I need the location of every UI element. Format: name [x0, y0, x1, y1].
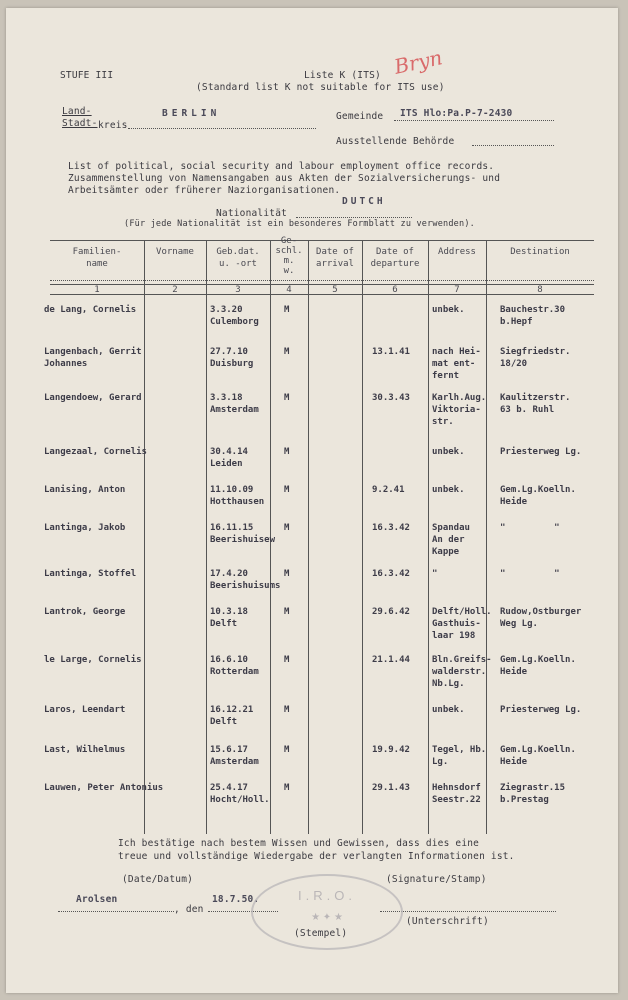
cell-sex: M [284, 447, 290, 457]
cell-departure: 16.3.42 [372, 569, 410, 579]
cell-destination: Siegfriedstr. 18/20 [500, 347, 571, 369]
cell-name: Langenbach, Gerrit Johannes [44, 347, 142, 369]
cell-sex: M [284, 485, 290, 495]
nationality-value: DUTCH [342, 196, 386, 207]
cell-address: unbek. [432, 705, 465, 715]
gemeinde-leader [394, 120, 554, 121]
intro-line-3: Arbeitsämter oder früherer Naziorganisationen. [68, 185, 341, 196]
cell-birth: 30.4.14 Leiden [210, 447, 248, 469]
cell-departure: 29.6.42 [372, 607, 410, 617]
cell-destination: Gem.Lg.Koelln. Heide [500, 485, 576, 507]
place-value: Arolsen [76, 894, 118, 905]
column-header-address: Address [438, 247, 476, 257]
cell-destination: Gem.Lg.Koelln. Heide [500, 745, 576, 767]
cell-address: Delft/Holl. Gasthuis- laar 198 [432, 607, 492, 641]
cell-departure: 30.3.43 [372, 393, 410, 403]
cell-departure: 9.2.41 [372, 485, 405, 495]
land-stadt-label: Land- Stadt- [62, 106, 98, 129]
cell-address: Karlh.Aug. Viktoria- str. [432, 393, 487, 427]
cell-sex: M [284, 305, 290, 315]
column-divider [206, 240, 207, 834]
column-header-vorname: Vorname [156, 247, 194, 257]
nationality-label: Nationalität [216, 208, 288, 219]
gemeinde-label: Gemeinde [336, 111, 384, 122]
column-number: 2 [172, 285, 178, 295]
nationality-leader [296, 217, 412, 218]
cell-destination: Ziegrastr.15 b.Prestag [500, 783, 566, 805]
confirmation-line-1: Ich bestätige nach bestem Wissen und Gewissen, dass dies eine [118, 838, 480, 849]
column-divider [144, 240, 145, 834]
date-value: 18.7.50. [212, 894, 260, 905]
cell-name: Lantinga, Stoffel [44, 569, 137, 579]
cell-address: unbek. [432, 485, 465, 495]
column-header-geburt: Geb.dat. u. -ort [216, 247, 260, 269]
cell-name: Lantinga, Jakob [44, 523, 126, 533]
kreis-label: kreis [98, 120, 128, 131]
liste-subtitle: (Standard list K not suitable for ITS use) [196, 82, 445, 93]
column-divider [428, 240, 429, 834]
cell-destination: Priesterweg Lg. [500, 447, 582, 457]
cell-address: Spandau An der Kappe [432, 523, 470, 557]
nationality-note: (Für jede Nationalität ist ein besonderes Formblatt zu verwenden). [124, 219, 475, 229]
cell-destination: Kaulitzerstr. 63 b. Ruhl [500, 393, 571, 415]
cell-sex: M [284, 745, 290, 755]
cell-birth: 16.6.10 Rotterdam [210, 655, 259, 677]
unterschrift-label: (Unterschrift) [406, 916, 489, 927]
stamp-star-icon: ★ ✦ ★ [311, 912, 343, 923]
cell-sex: M [284, 607, 290, 617]
column-number: 7 [454, 285, 460, 295]
cell-name: Langezaal, Cornelis [44, 447, 147, 457]
column-header-arrival: Date of arrival [316, 247, 354, 269]
confirmation-line-2: treue und vollständige Wiedergabe der verlangten Informationen ist. [118, 851, 515, 862]
cell-birth: 25.4.17 Hocht/Holl. [210, 783, 270, 805]
stufe-label: STUFE III [60, 70, 114, 81]
cell-departure: 19.9.42 [372, 745, 410, 755]
column-number: 3 [235, 285, 241, 295]
document-page [6, 8, 618, 993]
cell-destination: Bauchestr.30 b.Hepf [500, 305, 566, 327]
kreis-value: BERLIN [162, 108, 221, 119]
cell-address: unbek. [432, 447, 465, 457]
cell-birth: 16.11.15 Beerishuisew [210, 523, 276, 545]
column-header-destination: Destination [510, 247, 570, 257]
cell-sex: M [284, 655, 290, 665]
column-number: 5 [332, 285, 338, 295]
column-header-familienname: Familien- name [72, 247, 122, 269]
cell-name: de Lang, Cornelis [44, 305, 137, 315]
cell-departure: 29.1.43 [372, 783, 410, 793]
cell-sex: M [284, 783, 290, 793]
den-label: , den [174, 904, 204, 915]
cell-birth: 11.10.09 Hotthausen [210, 485, 265, 507]
cell-address: nach Hei- mat ent- fernt [432, 347, 481, 381]
cell-address: Bln.Greifs- walderstr. Nb.Lg. [432, 655, 492, 689]
cell-address: unbek. [432, 305, 465, 315]
stempel-label: (Stempel) [294, 928, 348, 939]
cell-name: Lanising, Anton [44, 485, 126, 495]
ausstellende-leader [472, 145, 554, 146]
column-number: 4 [286, 285, 292, 295]
iro-stamp-seal [251, 874, 403, 950]
column-header-geschlecht: Ge- schl. m. w. [275, 236, 303, 276]
cell-birth: 27.7.10 Duisburg [210, 347, 254, 369]
cell-name: Lauwen, Peter Antonius [44, 783, 164, 793]
cell-destination: Rudow,Ostburger Weg Lg. [500, 607, 582, 629]
cell-birth: 17.4.20 Beerishuisums [210, 569, 281, 591]
cell-sex: M [284, 393, 290, 403]
column-number: 6 [392, 285, 398, 295]
column-divider [362, 240, 363, 834]
cell-sex: M [284, 523, 290, 533]
handwritten-annotation: Bryn [392, 45, 445, 79]
cell-sex: M [284, 705, 290, 715]
cell-name: Last, Wilhelmus [44, 745, 126, 755]
cell-name: Laros, Leendart [44, 705, 126, 715]
cell-departure: 21.1.44 [372, 655, 410, 665]
cell-destination: Gem.Lg.Koelln. Heide [500, 655, 576, 677]
cell-birth: 15.6.17 Amsterdam [210, 745, 259, 767]
cell-destination: " " [500, 569, 560, 579]
cell-address: Hehnsdorf Seestr.22 [432, 783, 481, 805]
place-leader [58, 911, 174, 912]
cell-birth: 3.3.18 Amsterdam [210, 393, 259, 415]
intro-line-1: List of political, social security and labour employment office records. [68, 161, 495, 172]
cell-destination: Priesterweg Lg. [500, 705, 582, 715]
cell-name: Langendoew, Gerard [44, 393, 142, 403]
date-label: (Date/Datum) [122, 874, 194, 885]
records-table [44, 234, 594, 834]
liste-title: Liste K (ITS) [304, 70, 381, 81]
ausstellende-label: Ausstellende Behörde [336, 136, 455, 147]
column-number: 8 [537, 285, 543, 295]
cell-address: " [432, 569, 438, 579]
cell-sex: M [284, 569, 290, 579]
column-divider [308, 240, 309, 834]
cell-sex: M [284, 347, 290, 357]
signature-label: (Signature/Stamp) [386, 874, 487, 885]
cell-departure: 13.1.41 [372, 347, 410, 357]
signature-leader [380, 911, 556, 912]
kreis-leader [128, 128, 316, 129]
cell-birth: 3.3.20 Culemborg [210, 305, 259, 327]
gemeinde-value: ITS Hlo:Pa.P-7-2430 [400, 108, 513, 119]
stamp-text: I.R.O. [298, 888, 356, 903]
cell-name: le Large, Cornelis [44, 655, 142, 665]
cell-birth: 10.3.18 Delft [210, 607, 248, 629]
column-header-departure: Date of departure [370, 247, 420, 269]
cell-name: Lantrok, George [44, 607, 126, 617]
cell-destination: " " [500, 523, 560, 533]
intro-line-2: Zusammenstellung von Namensangaben aus Akten der Sozialversicherungs- und [68, 173, 501, 184]
cell-address: Tegel, Hb. Lg. [432, 745, 487, 767]
column-number: 1 [94, 285, 100, 295]
cell-birth: 16.12.21 Delft [210, 705, 254, 727]
cell-departure: 16.3.42 [372, 523, 410, 533]
table-top-rule [50, 240, 594, 241]
table-header-rule [50, 280, 594, 281]
